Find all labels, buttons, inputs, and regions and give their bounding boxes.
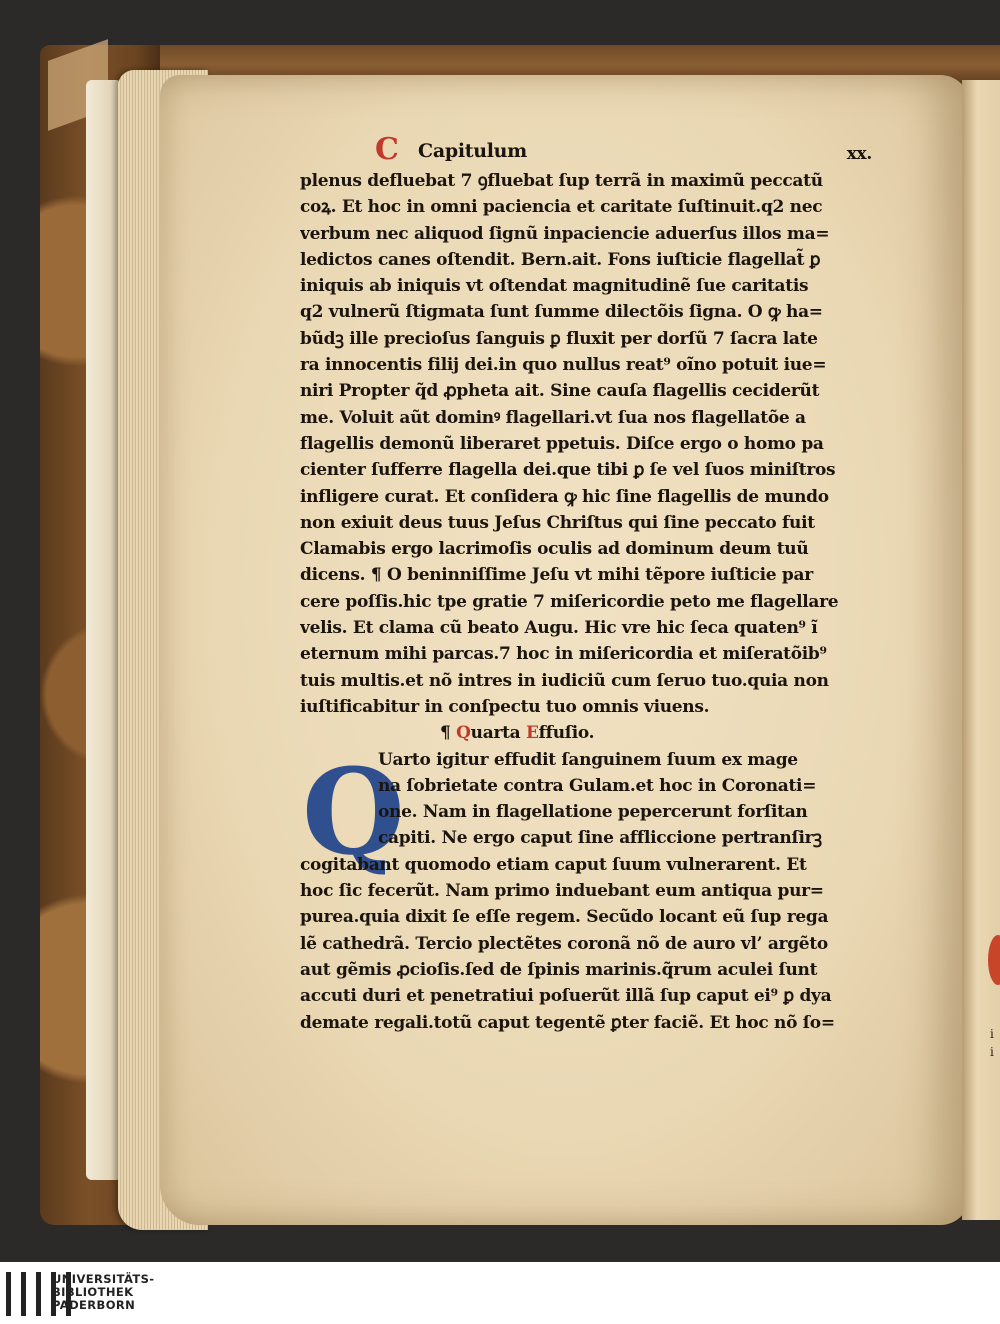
- text-line: plenus defluebat 7 ꝯfluebat ſup terrã in maximũ peccatũ: [300, 171, 823, 191]
- text-line: flagellis demonũ liberaret ppetuis. Diſce ergo o homo pa: [300, 433, 824, 454]
- chapter-heading: [300, 132, 912, 168]
- text-line: hoc ſic fecerũt. Nam primo induebant eum antiqua pur=: [300, 881, 824, 902]
- text-line: niri Propter q̃d ꝓpheta ait. Sine cauſa flagellis ceciderũt: [300, 381, 820, 402]
- folio-number: xx.: [846, 144, 872, 164]
- text-line: coꝝ. Et hoc in omni paciencia et caritate ſuſtinuit.q2 nec: [300, 197, 823, 218]
- text-line: iniquis ab iniquis vt oſtendat magnitudinẽ ſue caritatis: [300, 276, 809, 297]
- text-line: accuti duri et penetratiui poſuerũt illã ſup caput ei⁹ ꝑ dya: [300, 986, 832, 1007]
- text-line: ra innocentis filij dei.in quo nullus reat⁹ oĩno potuit iue=: [300, 355, 827, 376]
- chapter-title: Capitulum: [418, 140, 527, 162]
- text-block: [300, 132, 912, 1036]
- text-line: capiti. Ne ergo caput ſine affliccione pertranſirꝫ: [378, 828, 822, 849]
- text-line: verbum nec aliquod ſignũ inpaciencie aduerſus illos ma=: [300, 223, 830, 244]
- facing-page-marks: i i: [990, 1027, 994, 1059]
- paper-strip: [86, 80, 122, 1180]
- text-line: na ſobrietate contra Gulam.et hoc in Coronati=: [378, 775, 817, 796]
- paragraph-upper: [300, 168, 912, 720]
- text-line: tuis multis.et nõ intres in iudiciũ cum ſeruo tuo.quia non: [300, 670, 829, 691]
- library-logo-text: UNIVERSITÄTS- BIBLIOTHEK PADERBORN: [52, 1272, 155, 1312]
- section-title-initial: Q: [456, 723, 471, 744]
- text-line: cogitabant quomodo etiam caput ſuum vulnerarent. Et: [300, 854, 807, 875]
- decorated-initial: Q: [302, 742, 405, 881]
- text-line: bũdꝫ ille precioſus ſanguis ꝑ fluxit per dorſũ 7 ſacra late: [300, 328, 818, 349]
- text-line: cere poſſis.hic tpe gratie 7 miſericordie peto me flagellare: [300, 591, 839, 612]
- paragraph-lower-indented: [300, 747, 912, 852]
- paragraph-lower: [300, 852, 912, 1036]
- text-line: q2 vulnerũ ſtigmata ſunt ſumme dilectõis ſigna. O ꝙ ha=: [300, 302, 823, 323]
- text-line: ledictos canes oſtendit. Bern.ait. Fons iuſticie flagellat̃ ꝑ: [300, 249, 821, 270]
- text-line: purea.quia dixit ſe eſſe regem. Secũdo locant eũ ſup rega: [300, 907, 829, 928]
- text-line: dematе regali.totũ caput tegentẽ ꝑter faciẽ. Et hoc nõ ſo=: [300, 1012, 835, 1033]
- text-line: lẽ cathedrã. Tercio plectẽtes coronã nõ de auro vl’ argẽto: [300, 933, 828, 954]
- text-line: iuſtificabitur in conſpectu tuo omnis viuens.: [300, 696, 710, 717]
- section-title-red-letter: E: [526, 723, 539, 744]
- text-line: Uarto igitur effudit ſanguinem ſuum ex mage: [378, 749, 798, 770]
- text-line: non exiuit deus tuus Jeſus Chriſtus qui ſine peccato fuit: [300, 512, 815, 533]
- rubric-mark: C: [375, 132, 399, 167]
- library-footer: [0, 1262, 1000, 1324]
- text-line: cienter ſufferre flagella dei.que tibi ꝑ ſe vel ſuos miniſtros: [300, 460, 836, 481]
- text-line: velis. Et clama cũ beato Augu. Hic vre hic ſeca quaten⁹ ĩ: [300, 618, 818, 639]
- text-line: dicens. ¶ O beninniſſime Jeſu vt mihi tẽpore iuſticie par: [300, 565, 813, 586]
- text-line: infligere curat. Et conſidera ꝙ hic ſine flagellis de mundo: [300, 486, 829, 507]
- text-line: Clamabis ergo lacrimoſis oculis ad dominum deum tuũ: [300, 539, 809, 560]
- text-line: one. Nam in flagellatione pepercerunt forſitan: [378, 802, 808, 823]
- text-line: aut gẽmis ꝓcioſis.ſed de ſpinis marinis.q̃rum aculei ſunt: [300, 959, 818, 980]
- section-title: ¶ Quarta Effuſio.: [440, 723, 595, 744]
- text-line: me. Voluit aũt dominꝰ flagellari.vt ſua nos flagellatõe a: [300, 407, 806, 428]
- text-line: eternum mihi parcas.7 hoc in miſericordia et miſeratõib⁹: [300, 644, 827, 665]
